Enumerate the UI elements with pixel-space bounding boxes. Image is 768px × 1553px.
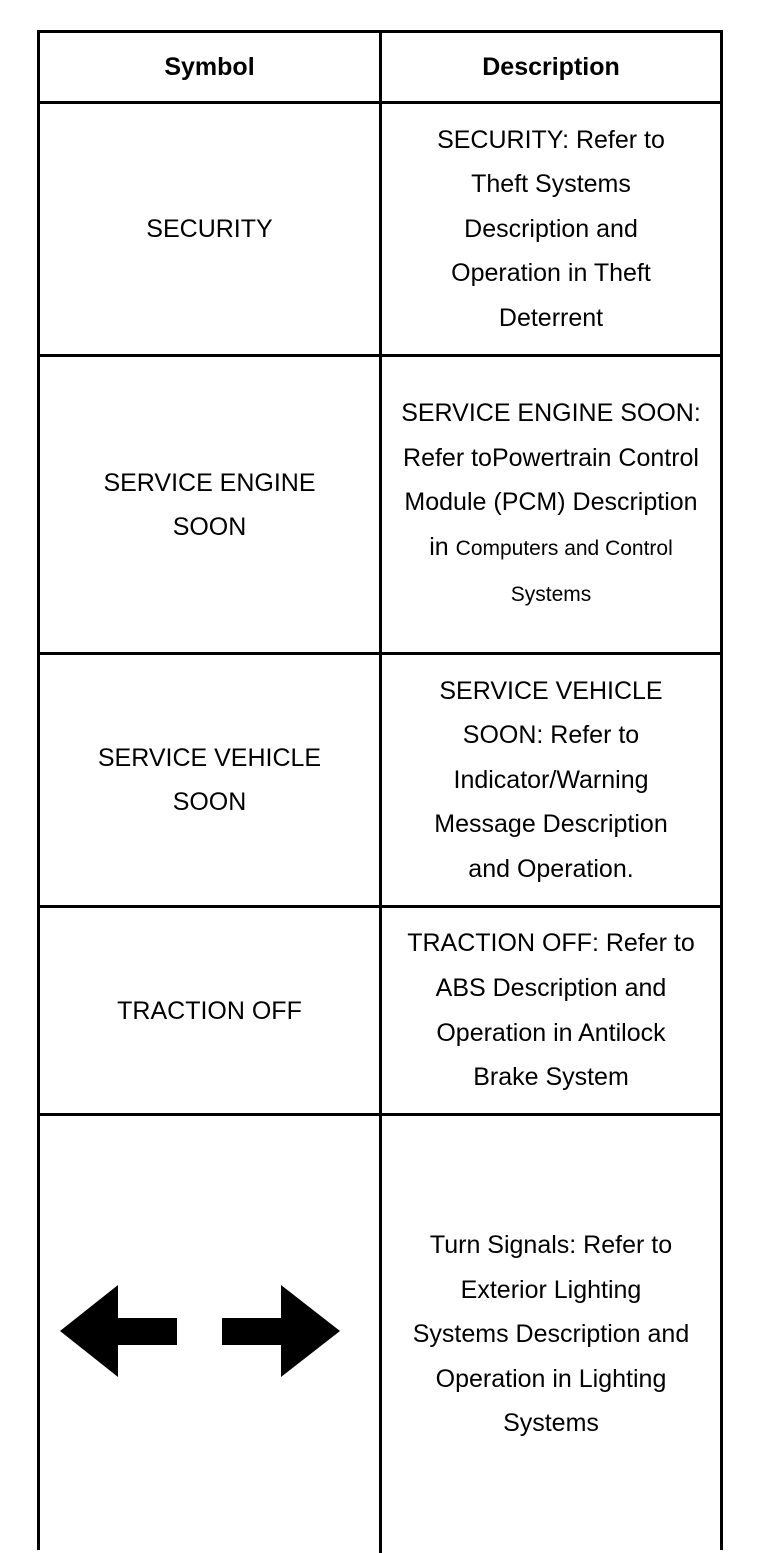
description-cell [382, 655, 720, 905]
description-cell [382, 357, 720, 652]
left-arrow-icon [60, 1285, 177, 1377]
description-service-vehicle-soon: SERVICE VEHICLE SOON: Refer to Indicator/Warning Message Description and Operation. [434, 676, 668, 883]
table-row [40, 655, 720, 908]
table-row [40, 357, 720, 655]
right-arrow-icon [222, 1285, 340, 1377]
symbol-cell [40, 357, 382, 652]
description-traction-off: TRACTION OFF: Refer to ABS Description and Operation in Antilock Brake System [407, 929, 695, 1092]
turn-signal-arrows-icon [60, 1285, 360, 1385]
description-turn-signals: Turn Signals: Refer to Exterior Lighting Systems Description and Operation in Lighting Systems [412, 1231, 690, 1438]
table-row [40, 1116, 720, 1553]
description-service-engine-soon [401, 391, 701, 618]
symbol-traction-off: TRACTION OFF [117, 996, 302, 1025]
symbol-table [37, 30, 723, 1550]
description-cell [382, 104, 720, 354]
description-small-text: Computers and Control Systems [455, 536, 673, 607]
symbol-cell [40, 104, 382, 354]
symbol-service-engine-soon: SERVICE ENGINE SOON [103, 468, 316, 541]
symbol-cell [40, 655, 382, 905]
table-row [40, 104, 720, 357]
description-cell [382, 908, 720, 1113]
description-cell [382, 1116, 720, 1553]
symbol-cell [40, 908, 382, 1113]
symbol-service-vehicle-soon: SERVICE VEHICLE SOON [97, 744, 322, 816]
description-security: SECURITY: Refer to Theft Systems Description and Operation in Theft Deterrent [437, 125, 665, 332]
table-header-row [40, 33, 720, 104]
header-symbol: Symbol [40, 33, 382, 101]
symbol-security: SECURITY [146, 215, 273, 243]
symbol-cell [40, 1116, 382, 1553]
header-description: Description [482, 52, 620, 81]
table-row [40, 908, 720, 1116]
description-main-text: SERVICE ENGINE SOON: Refer toPowertrain Control Module (PCM) Description in [401, 399, 701, 561]
